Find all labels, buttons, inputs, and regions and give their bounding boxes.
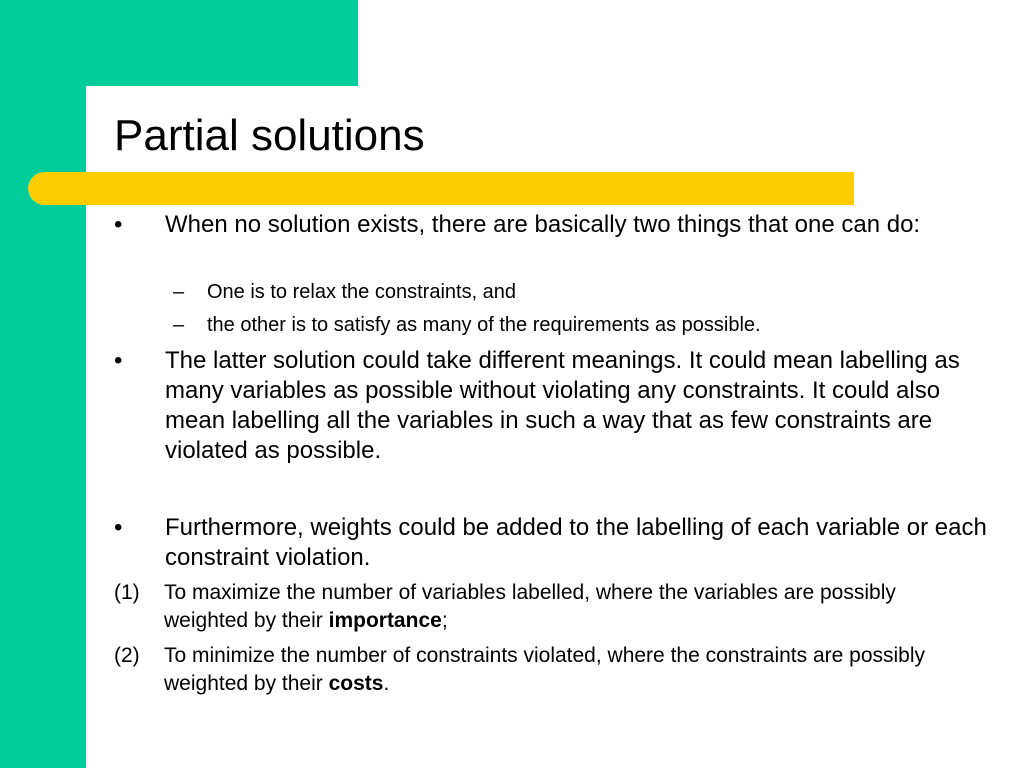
sub-bullet-text: the other is to satisfy as many of the requirements as possible.: [207, 314, 761, 336]
top-accent-block: [0, 0, 358, 86]
numbered-text: [164, 579, 964, 635]
numbered-text-body: To maximize the number of variables labelled, where the variables are possibly weighted by their: [164, 581, 896, 632]
bullet-marker: •: [114, 211, 123, 238]
numbered-text-end: .: [383, 672, 390, 695]
left-accent-bar: [0, 0, 86, 768]
dash-marker: –: [173, 281, 185, 303]
bullet-text: The latter solution could take different meanings. It could mean labelling as many variables as possible without violating any constraints. It could also mean labelling all the variables in such a way that as few constraints are violated as possible.: [165, 347, 960, 464]
number-marker: (2): [114, 644, 140, 667]
bullet-text: When no solution exists, there are basically two things that one can do:: [165, 211, 921, 238]
emphasis-importance: importance: [328, 609, 442, 632]
bullet-marker: •: [114, 347, 123, 374]
bullet-marker: •: [114, 514, 123, 541]
numbered-text-body: To minimize the number of constraints violated, where the constraints are possibly weighted by their: [164, 644, 926, 695]
number-marker: (1): [114, 581, 140, 604]
sub-bullet-text: One is to relax the constraints, and: [207, 281, 517, 303]
bullet-text: Furthermore, weights could be added to the labelling of each variable or each constraint violation.: [165, 514, 987, 571]
emphasis-costs: costs: [328, 672, 384, 695]
numbered-text: [164, 642, 964, 698]
slide-title: Partial solutions: [114, 111, 425, 160]
title-underline-bar: [28, 172, 854, 205]
numbered-text-end: ;: [441, 609, 448, 632]
dash-marker: –: [173, 314, 185, 336]
